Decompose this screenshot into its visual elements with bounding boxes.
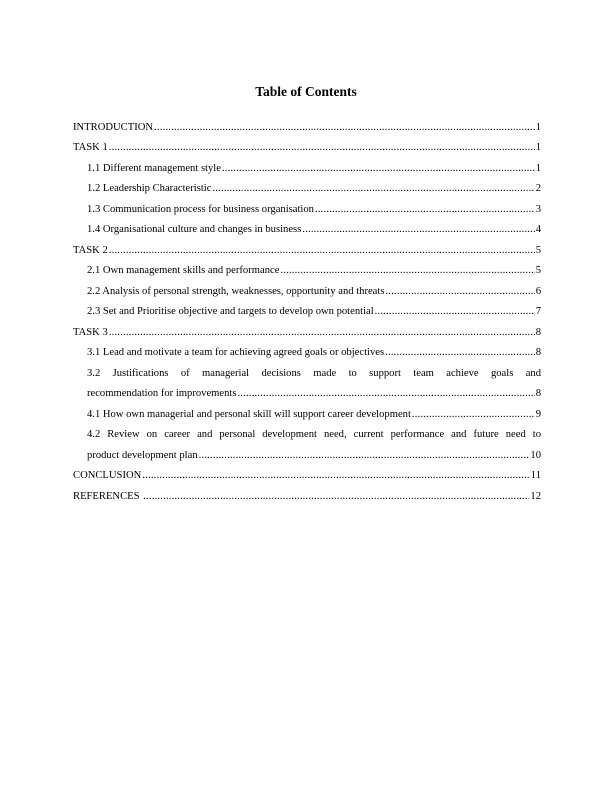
toc-page-number: 2: [535, 183, 541, 194]
toc-page-number: 1: [535, 121, 541, 133]
toc-leader-dots: [143, 490, 529, 503]
toc-entry-text: INTRODUCTION: [73, 121, 154, 133]
toc-leader-dots: [109, 244, 535, 257]
toc-entry-conclusion[interactable]: [73, 462, 541, 483]
toc-entry-references[interactable]: [73, 482, 541, 503]
toc-page-number: 1: [535, 142, 541, 153]
toc-page-number: 5: [535, 265, 541, 276]
toc-entry-1-1[interactable]: [73, 154, 541, 175]
toc-leader-dots: [142, 469, 530, 482]
toc-entry-text: CONCLUSION: [73, 470, 142, 481]
toc-entry-1-2[interactable]: [73, 175, 541, 196]
toc-page-number: 9: [535, 408, 541, 420]
toc-leader-dots: [280, 264, 534, 277]
toc-leader-dots: [199, 449, 530, 462]
toc-entry-text: 3.1 Lead and motivate a team for achieving agreed goals or objectives: [87, 347, 385, 358]
toc-page-number: 11: [530, 470, 541, 481]
toc-entry-text: TASK 2: [73, 244, 108, 256]
toc-page-number: 6: [535, 285, 541, 297]
toc-page-number: 12: [530, 490, 541, 502]
toc-page-number: 7: [535, 306, 541, 317]
toc-page-number: 8: [535, 388, 541, 399]
toc-entry-text: 1.4 Organisational culture and changes in business: [87, 224, 302, 235]
toc-entry-4-2[interactable]: [73, 421, 541, 462]
toc-leader-dots: [222, 162, 535, 175]
toc-entry-text: product development plan: [87, 449, 198, 461]
toc-entry-text: 1.2 Leadership Characteristic: [87, 183, 212, 194]
toc-entry-text: recommendation for improvements: [87, 388, 237, 399]
toc-entry-text: TASK 1: [73, 142, 108, 153]
toc-entry-text: TASK 3: [73, 326, 108, 338]
toc-entry-4-1[interactable]: [73, 400, 541, 421]
toc-leader-dots: [109, 326, 535, 339]
toc-entry-3-2[interactable]: [73, 359, 541, 400]
toc-entry-task-3[interactable]: [73, 318, 541, 339]
toc-page-number: 8: [535, 326, 541, 338]
toc-entry-2-2[interactable]: [73, 277, 541, 298]
toc-entry-task-2[interactable]: [73, 236, 541, 257]
toc-leader-dots: [237, 387, 534, 400]
toc-entry-text: 4.1 How own managerial and personal skill will support career development: [87, 408, 411, 420]
toc-page-number: 5: [535, 244, 541, 256]
toc-entry-first-line: [87, 421, 541, 442]
toc-leader-dots: [412, 408, 535, 421]
toc-leader-dots: [385, 346, 535, 359]
toc-title: Table of Contents: [255, 84, 357, 99]
toc-entry-3-1[interactable]: [73, 339, 541, 360]
toc-entry-text: 2.2 Analysis of personal strength, weaknesses, opportunity and threats: [87, 285, 385, 297]
toc-entry-1-4[interactable]: [73, 216, 541, 237]
toc-entry-text: 2.3 Set and Prioritise objective and targets to develop own potential: [87, 306, 374, 317]
toc-entry-text: 2.1 Own management skills and performance: [87, 265, 280, 276]
toc-entry-text: 4.2 Review on career and personal development need, current performance and future need to: [87, 429, 541, 440]
toc-entry-text: 3.2 Justifications of managerial decisions made to support team achieve goals and: [87, 367, 541, 379]
toc-list: [73, 113, 541, 503]
toc-leader-dots: [154, 121, 535, 134]
toc-entry-second-line: [87, 380, 541, 401]
toc-entry-introduction[interactable]: [73, 113, 541, 134]
toc-page-number: 1: [535, 162, 541, 174]
toc-entry-text: 1.1 Different management style: [87, 162, 221, 174]
toc-page-number: 3: [535, 203, 541, 215]
toc-leader-dots: [385, 285, 534, 298]
toc-leader-dots: [375, 305, 535, 318]
toc-leader-dots: [109, 141, 535, 154]
toc-page-number: 4: [535, 224, 541, 235]
toc-page-number: 8: [535, 347, 541, 358]
toc-entry-text: REFERENCES: [73, 490, 143, 502]
toc-entry-first-line: [87, 359, 541, 380]
toc-leader-dots: [302, 223, 534, 236]
toc-entry-second-line: [87, 441, 541, 462]
toc-entry-1-3[interactable]: [73, 195, 541, 216]
toc-leader-dots: [212, 182, 534, 195]
toc-entry-task-1[interactable]: [73, 134, 541, 155]
toc-entry-2-1[interactable]: [73, 257, 541, 278]
toc-entry-text: 1.3 Communication process for business organisation: [87, 203, 314, 215]
toc-leader-dots: [315, 203, 535, 216]
toc-entry-2-3[interactable]: [73, 298, 541, 319]
toc-page-number: 10: [530, 449, 541, 461]
